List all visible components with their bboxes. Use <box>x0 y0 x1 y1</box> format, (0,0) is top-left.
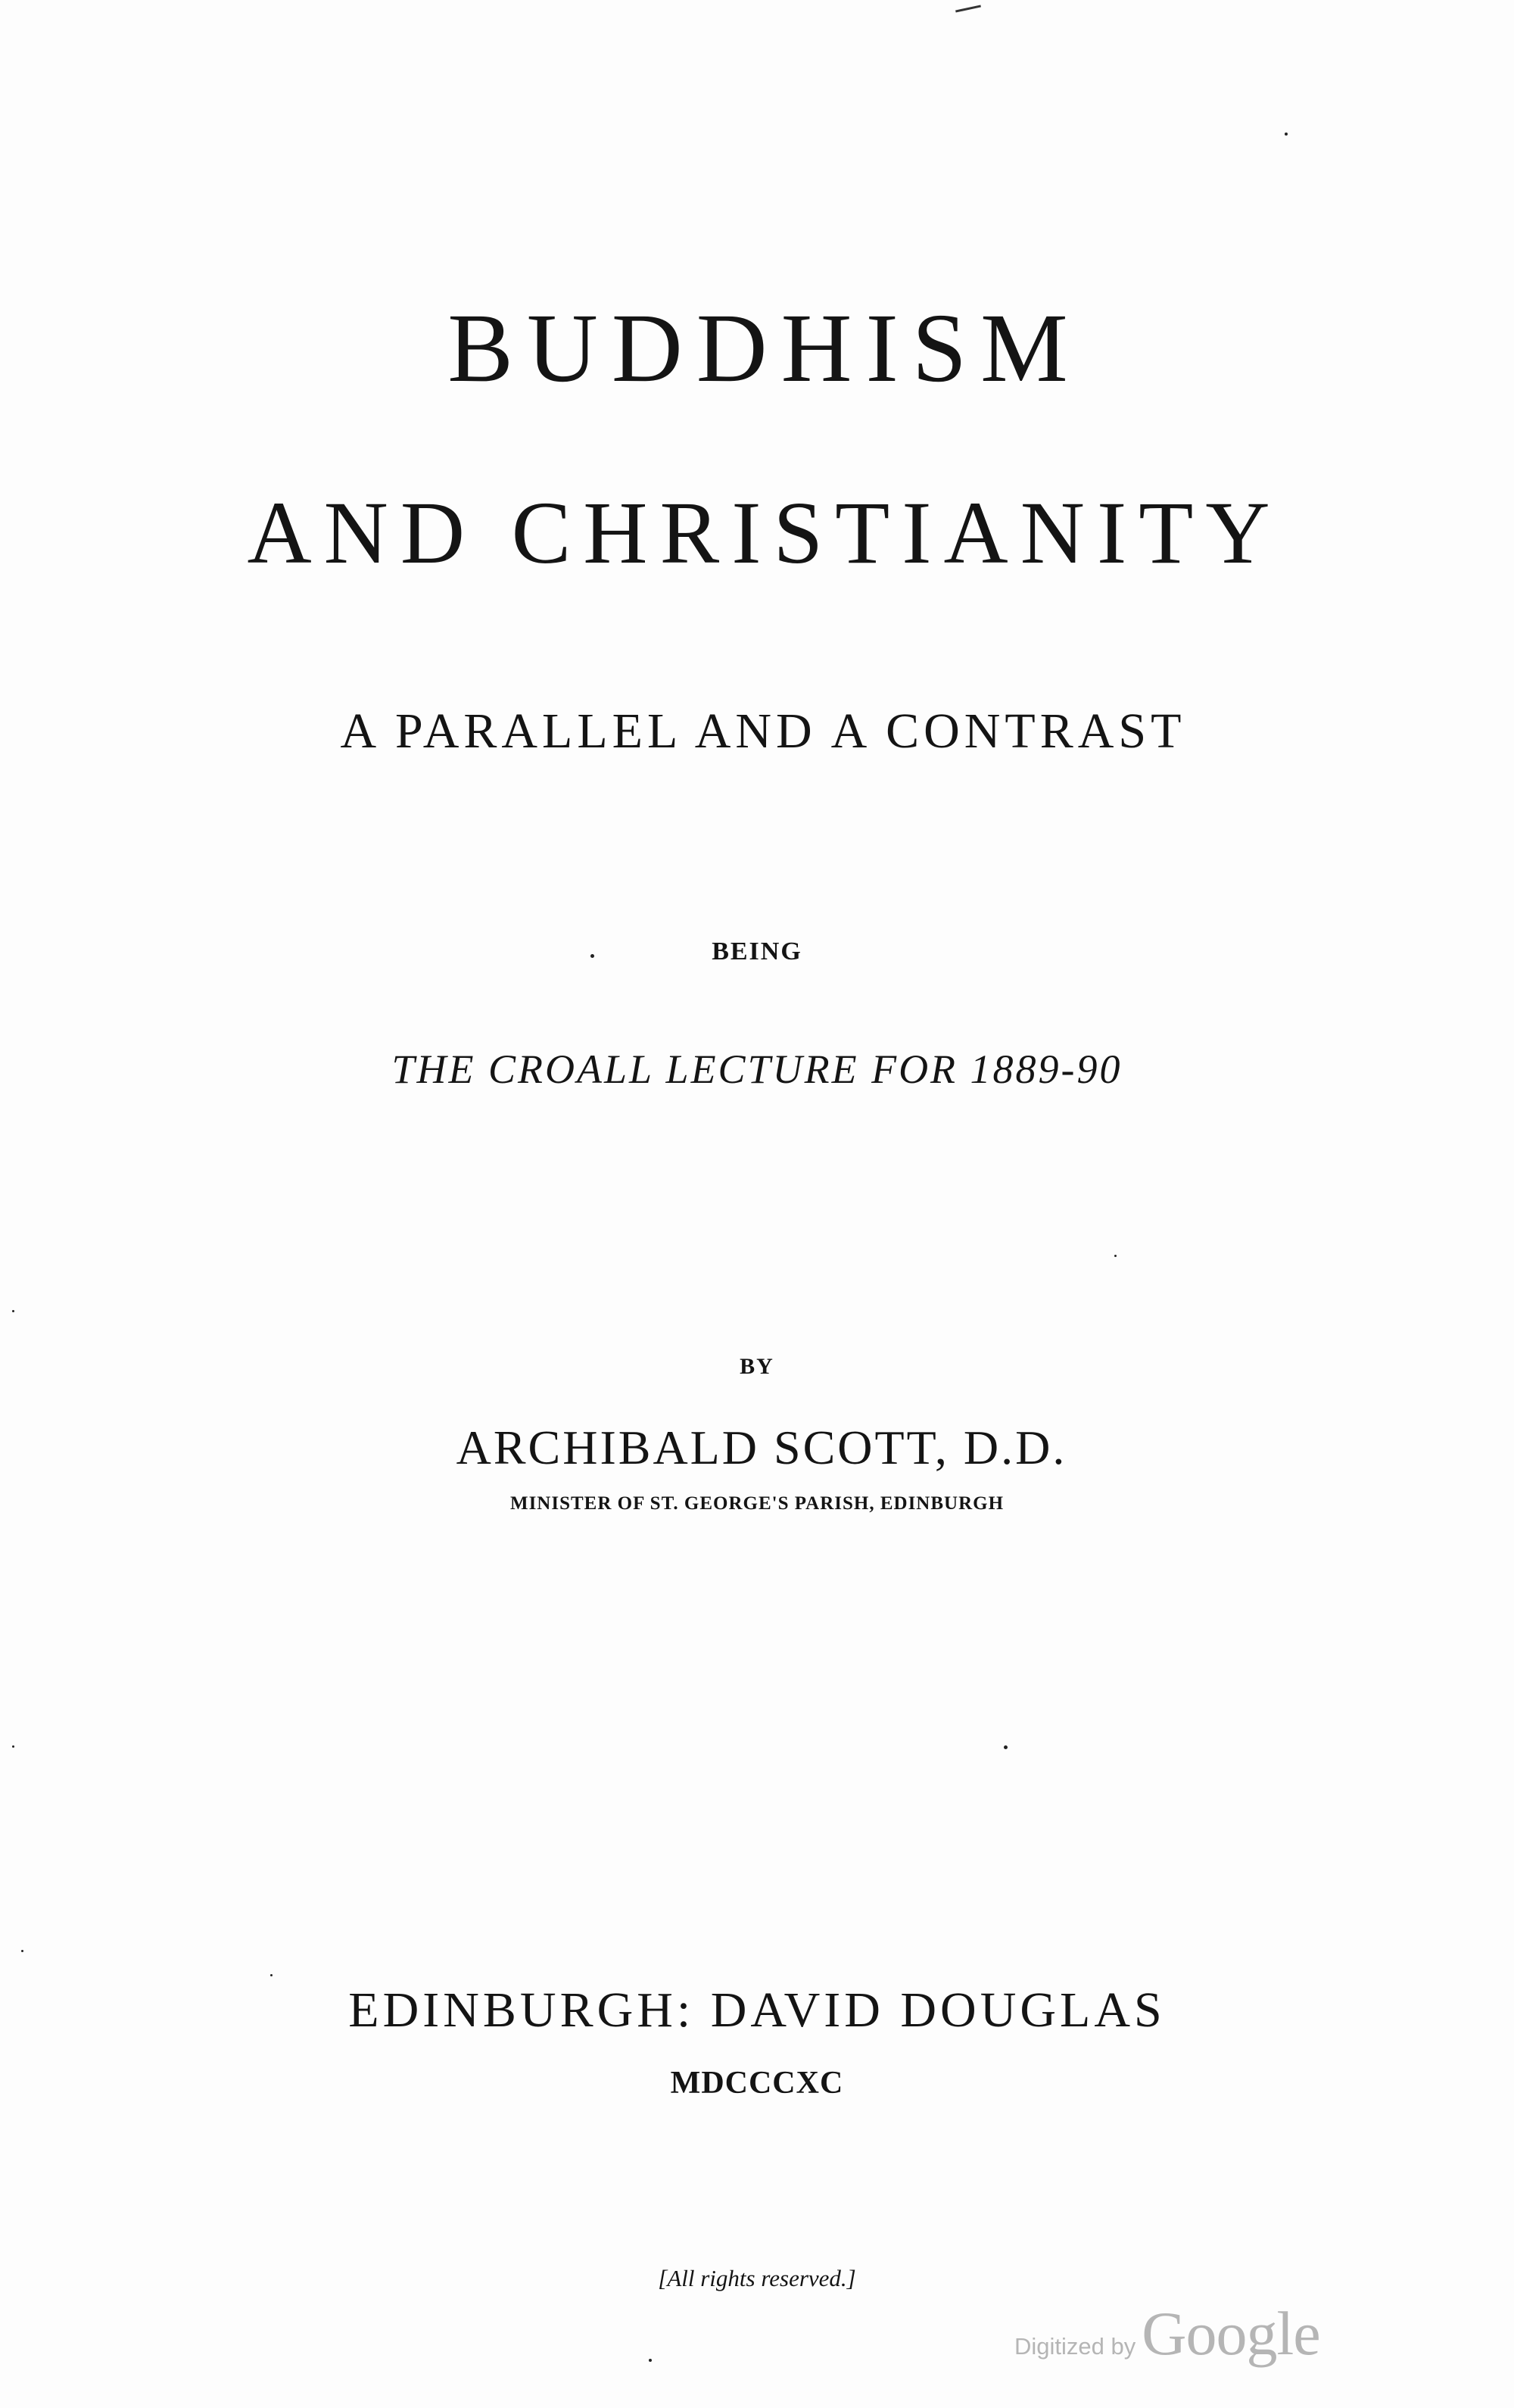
scan-speck <box>270 1974 273 1976</box>
ink-mark <box>955 5 981 12</box>
digitized-watermark <box>1014 2298 1320 2369</box>
lecture-title: THE CROALL LECTURE FOR 1889-90 <box>391 1046 1123 1092</box>
rights-notice: [All rights reserved.] <box>658 2265 856 2291</box>
scan-speck <box>12 1745 14 1748</box>
publication-year: MDCCCXC <box>670 2066 844 2101</box>
watermark-prefix: Digitized by <box>1014 2333 1136 2360</box>
title-line-1: BUDDHISM <box>447 294 1082 403</box>
scan-speck <box>12 1310 14 1312</box>
publisher-imprint: EDINBURGH: DAVID DOUGLAS <box>348 1982 1166 2038</box>
title-line-2: AND CHRISTIANITY <box>247 483 1282 582</box>
scan-speck <box>1004 1745 1008 1749</box>
scan-speck <box>590 954 594 958</box>
subtitle: A PARALLEL AND A CONTRAST <box>340 703 1186 759</box>
scan-speck <box>1285 133 1288 136</box>
scan-speck <box>649 2359 652 2362</box>
scan-speck <box>21 1950 23 1952</box>
author-name: ARCHIBALD SCOTT, D.D. <box>456 1421 1067 1474</box>
google-logo: Google <box>1142 2299 1320 2368</box>
being-label: BEING <box>712 937 802 965</box>
by-label: BY <box>740 1354 774 1379</box>
scan-speck <box>1114 1255 1117 1257</box>
author-role: MINISTER OF ST. GEORGE'S PARISH, EDINBURGH <box>509 1493 1005 1514</box>
